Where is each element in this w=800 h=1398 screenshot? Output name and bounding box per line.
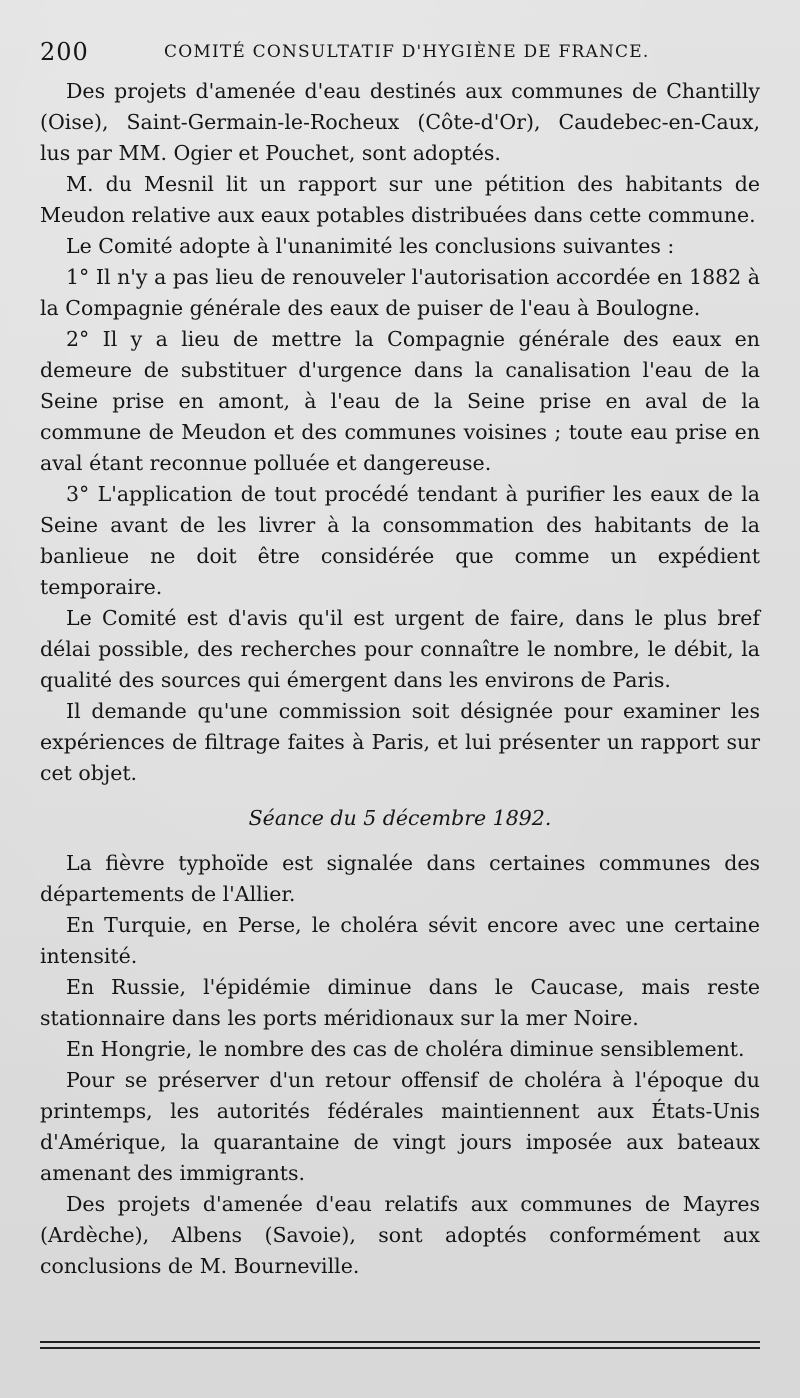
paragraph-russia: En Russie, l'épidémie diminue dans le Caucase, mais reste stationnaire dans les ports méridionaux sur la mer Noire. (40, 975, 760, 1030)
paragraph-meudon-petition: M. du Mesnil lit un rapport sur une pétition des habitants de Meudon relative aux eaux potables distribuées dans cette commune. (40, 172, 760, 227)
paragraph-conclusion-2: 2° Il y a lieu de mettre la Compagnie générale des eaux en demeure de substituer d'urgence dans la canalisation l'eau de la Seine prise en amont, à l'eau de la Seine prise en aval de la commune de Meudon et des communes voisines ; toute eau prise en aval étant reconnue polluée et dangereuse. (40, 327, 760, 475)
paragraph-sources-research: Le Comité est d'avis qu'il est urgent de faire, dans le plus bref délai possible, des recherches pour connaître le nombre, le débit, la qualité des sources qui émergent dans les environs de Paris. (40, 606, 760, 692)
page-number: 200 (40, 38, 89, 66)
footer-rules (40, 1341, 760, 1353)
paragraph-mayres-albens-projects: Des projets d'amenée d'eau relatifs aux communes de Mayres (Ardèche), Albens (Savoie), sont adoptés conformément aux conclusions de M. Bourneville. (40, 1192, 760, 1278)
paragraph-turkey-persia: En Turquie, en Perse, le choléra sévit encore avec une certaine intensité. (40, 913, 760, 968)
paragraph-chantilly-projects: Des projets d'amenée d'eau destinés aux communes de Chantilly (Oise), Saint-Germain-le-Rocheux (Côte-d'Or), Caudebec-en-Caux, lus par MM. Ogier et Pouchet, sont adoptés. (40, 79, 760, 165)
body-text (40, 76, 760, 1282)
paragraph-united-states-quarantine: Pour se préserver d'un retour offensif de choléra à l'époque du printemps, les autorités fédérales maintiennent aux États-Unis d'Amérique, la quarantaine de vingt jours imposée aux bateaux amenant des immigrants. (40, 1068, 760, 1185)
footer-rule-bottom (40, 1347, 760, 1349)
paragraph-conclusions-intro: Le Comité adopte à l'unanimité les conclusions suivantes : (66, 234, 675, 258)
running-title: COMITÉ CONSULTATIF D'HYGIÈNE DE FRANCE. (164, 42, 650, 62)
paragraph-filtration-commission: Il demande qu'une commission soit désignée pour examiner les expériences de filtrage faites à Paris, et lui présenter un rapport sur cet objet. (40, 699, 760, 785)
session-heading: Séance du 5 décembre 1892. (248, 806, 552, 830)
paragraph-conclusion-3: 3° L'application de tout procédé tendant à purifier les eaux de la Seine avant de les livrer à la consommation des habitants de la banlieue ne doit être considérée que comme un expédient temporaire. (40, 482, 760, 599)
paragraph-conclusion-1: 1° Il n'y a pas lieu de renouveler l'autorisation accordée en 1882 à la Compagnie générale des eaux de puiser de l'eau à Boulogne. (40, 265, 760, 320)
page-header (40, 38, 760, 72)
footer-rule-top (40, 1341, 760, 1343)
paragraph-typhoid-allier: La fièvre typhoïde est signalée dans certaines communes des départements de l'Allier. (40, 851, 760, 906)
paragraph-hungary: En Hongrie, le nombre des cas de choléra diminue sensiblement. (66, 1037, 745, 1061)
